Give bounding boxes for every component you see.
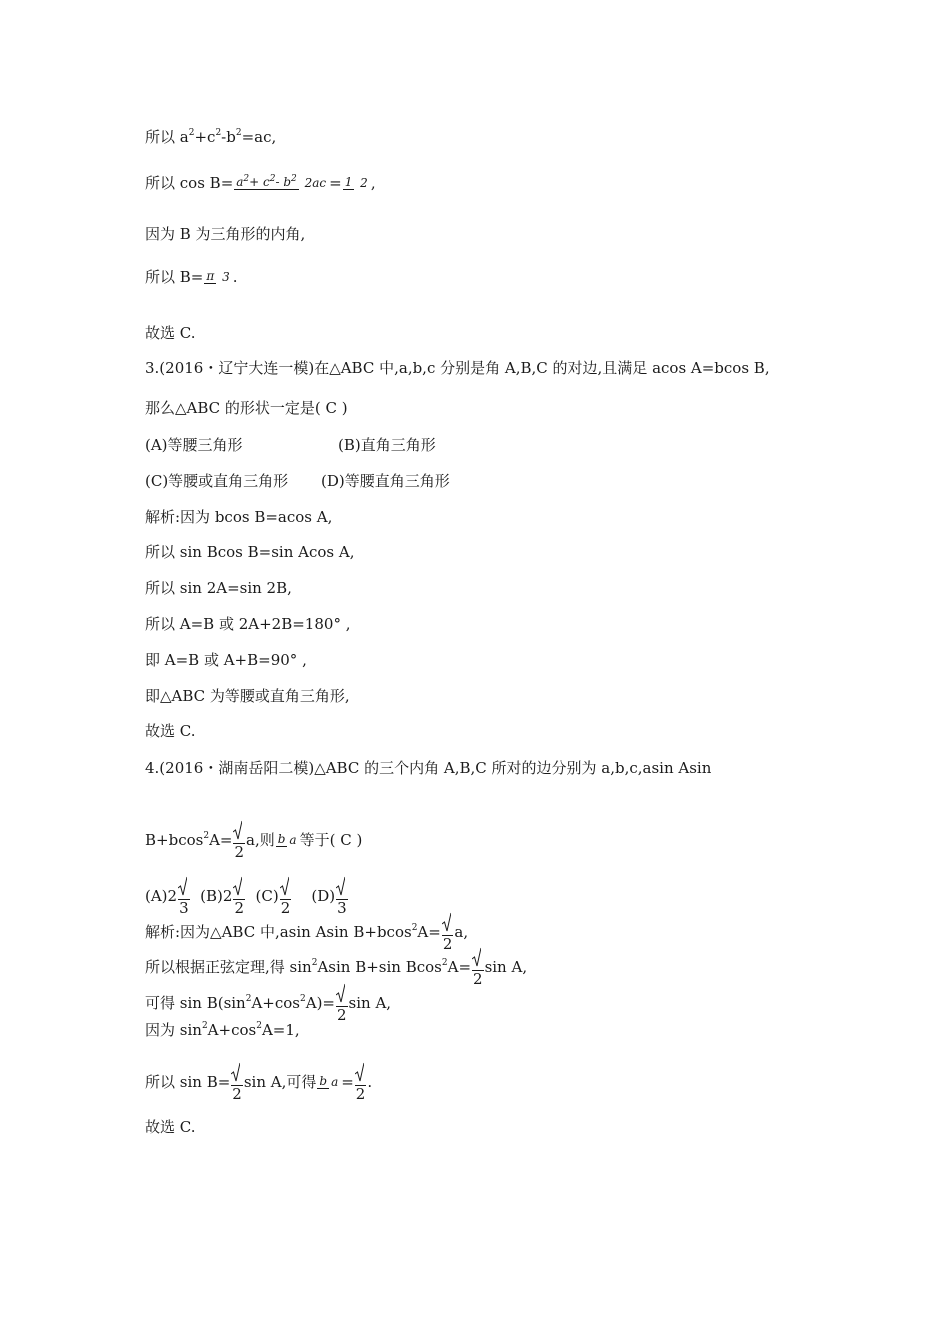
text: a, <box>454 923 469 941</box>
text: . <box>367 1073 373 1091</box>
superscript: 2 <box>188 128 195 138</box>
b-over-a-fraction: b a <box>277 832 297 847</box>
option-a: (A)2 <box>145 887 178 905</box>
question-4-prompt <box>145 820 362 860</box>
q4-solution-3 <box>145 983 391 1023</box>
text: 所以 a <box>145 128 189 146</box>
option-d: (D) <box>292 887 336 905</box>
superscript: 2 <box>245 994 252 1004</box>
q3-solution-6: 即△ABC 为等腰或直角三角形, <box>145 687 350 705</box>
q4-answer: 故选 C. <box>145 1118 196 1136</box>
text: . <box>232 268 238 286</box>
option-a: (A)等腰三角形 <box>145 436 243 454</box>
text: B+bcos <box>145 831 204 849</box>
superscript: 2 <box>201 1021 208 1031</box>
superscript: 2 <box>215 128 222 138</box>
sqrt-symbol: 2 <box>442 912 454 952</box>
superscript: 2 <box>411 923 418 933</box>
text: A)= <box>305 994 335 1012</box>
q4-solution-1 <box>145 912 468 952</box>
q4-solution-4 <box>145 1019 300 1040</box>
sqrt-symbol: 2 <box>231 1062 243 1102</box>
option-c: (C)等腰或直角三角形 <box>145 472 289 490</box>
text: sin A, <box>484 958 528 976</box>
solution-line-2 <box>145 172 376 193</box>
question-3-options-row-1 <box>145 434 436 455</box>
q3-answer: 故选 C. <box>145 722 196 740</box>
text: 解析:因为△ABC 中,asin Asin B+bcos <box>145 923 412 941</box>
text: +c <box>194 128 216 146</box>
sqrt-symbol: 2 <box>233 876 245 916</box>
text: 所以 cos B= <box>145 174 234 192</box>
q3-solution-4: 所以 A=B 或 2A+2B=180° , <box>145 615 351 633</box>
solution-line-3: 因为 B 为三角形的内角, <box>145 225 306 243</box>
sqrt-symbol: 2 <box>233 820 245 860</box>
pi-third-fraction: π 3 <box>206 269 230 284</box>
option-b: (B)2 <box>190 887 233 905</box>
q3-solution-1: 解析:因为 bcos B=acos A, <box>145 508 333 526</box>
text: A= <box>209 831 233 849</box>
answer-line: 故选 C. <box>145 324 196 342</box>
option-d: (D)等腰直角三角形 <box>321 472 450 490</box>
sqrt-symbol: 2 <box>355 1062 367 1102</box>
sqrt-symbol: 3 <box>178 876 190 916</box>
text: a,则 <box>246 831 275 849</box>
text: 等于( C ) <box>299 831 363 849</box>
cosine-fraction: $a^2+ c^2-$ $b^2$ 2ac <box>236 174 327 190</box>
text: A= <box>447 958 472 976</box>
text: A+cos <box>251 994 300 1012</box>
q3-solution-3: 所以 sin 2A=sin 2B, <box>145 579 292 597</box>
b-over-a-fraction: b a <box>319 1074 339 1089</box>
text: =ac, <box>241 128 277 146</box>
text: A= <box>417 923 441 941</box>
text: A=1, <box>261 1021 300 1039</box>
question-4-title: 4.(2016・湖南岳阳二模)△ABC 的三个内角 A,B,C 所对的边分别为 a,b,c,asin Asin <box>145 759 712 777</box>
text: sin A,可得 <box>243 1073 317 1091</box>
sqrt-symbol: 3 <box>336 876 348 916</box>
superscript: 2 <box>311 958 318 968</box>
option-c: (C) <box>246 887 279 905</box>
text: 所以根据正弦定理,得 sin <box>145 958 312 976</box>
question-4-options <box>145 876 349 916</box>
text: A+cos <box>207 1021 257 1039</box>
solution-line-4 <box>145 266 238 287</box>
q4-solution-5 <box>145 1062 372 1102</box>
half-fraction: 1 2 <box>344 175 368 190</box>
text: 所以 sin B= <box>145 1073 231 1091</box>
superscript: 2 <box>235 128 242 138</box>
question-3-prompt: 那么△ABC 的形状一定是( C ) <box>145 399 348 417</box>
sqrt-symbol: 2 <box>472 947 484 987</box>
text: 所以 B= <box>145 268 204 286</box>
superscript: 2 <box>203 831 210 841</box>
question-3-title: 3.(2016・辽宁大连一模)在△ABC 中,a,b,c 分别是角 A,B,C 的对边,且满足 acos A=bcos B, <box>145 359 770 377</box>
text: 因为 sin <box>145 1021 202 1039</box>
option-b: (B)直角三角形 <box>338 436 436 454</box>
q3-solution-2: 所以 sin Bcos B=sin Acos A, <box>145 543 355 561</box>
superscript: 2 <box>256 1021 262 1031</box>
text: , <box>370 174 376 192</box>
sqrt-symbol: 2 <box>280 876 292 916</box>
text: -b <box>221 128 236 146</box>
q3-solution-5: 即 A=B 或 A+B=90° , <box>145 651 307 669</box>
sqrt-symbol: 2 <box>336 983 348 1023</box>
solution-line-1 <box>145 126 276 147</box>
superscript: 2 <box>300 994 306 1004</box>
superscript: 2 <box>441 958 448 968</box>
text: = <box>329 174 342 192</box>
text: Asin B+sin Bcos <box>317 958 442 976</box>
question-3-options-row-2 <box>145 470 450 491</box>
text: = <box>341 1073 354 1091</box>
text: 可得 sin B(sin <box>145 994 246 1012</box>
text: sin A, <box>348 994 392 1012</box>
q4-solution-2 <box>145 947 527 987</box>
